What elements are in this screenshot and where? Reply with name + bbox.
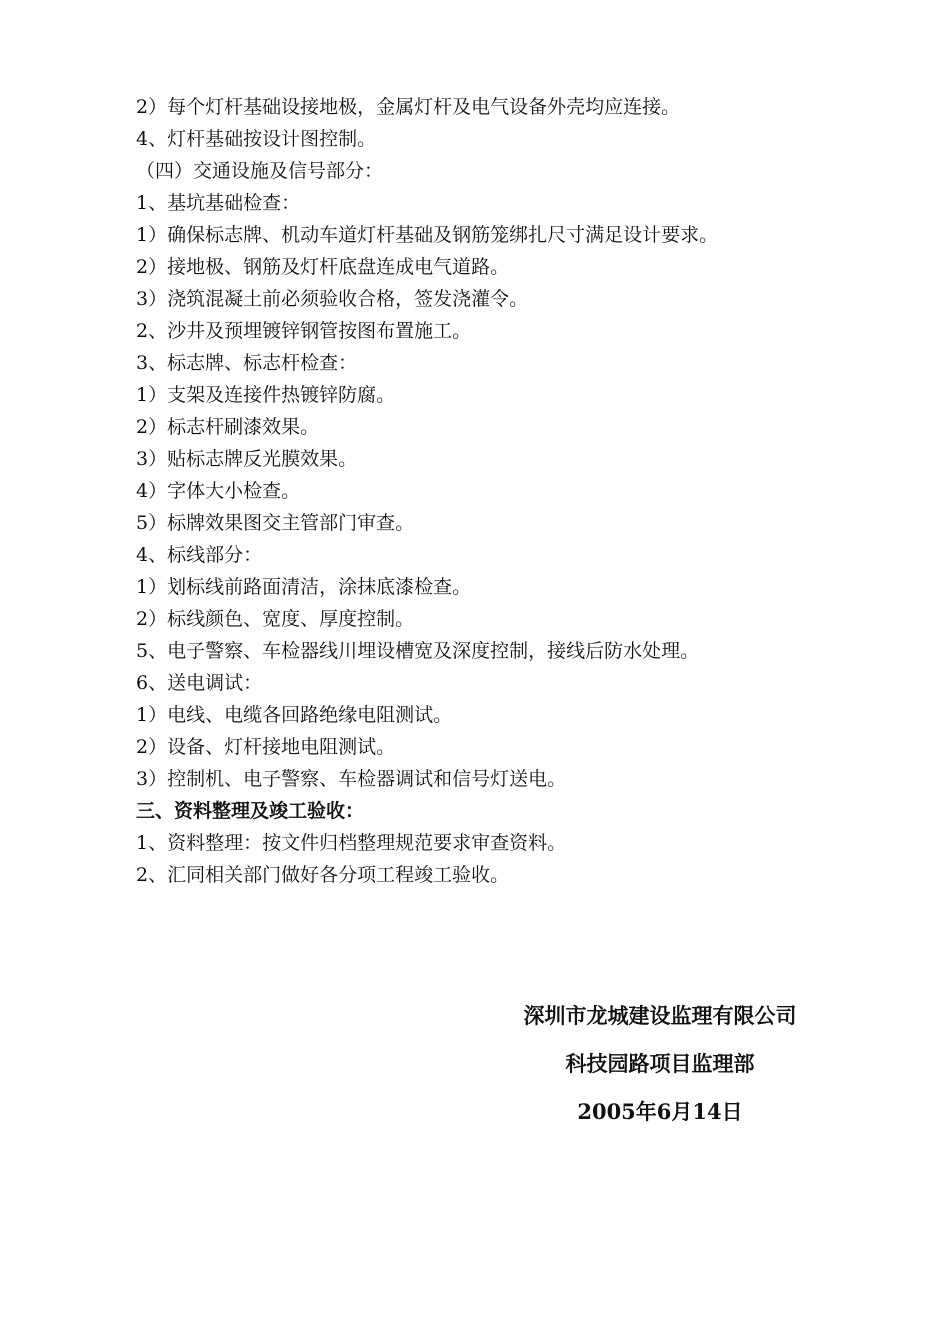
body-line: 1）划标线前路面清洁，涂抹底漆检查。 xyxy=(136,576,472,598)
signature-block xyxy=(470,996,850,1140)
body-line: 4、标线部分： xyxy=(136,544,263,566)
body-line: 3、标志牌、标志杆检查： xyxy=(136,352,358,374)
body-line: 1、基坑基础检查： xyxy=(136,192,301,214)
signature-company: 深圳市龙城建设监理有限公司 xyxy=(523,1003,797,1028)
body-line: 2）设备、灯杆接地电阻测试。 xyxy=(136,736,396,758)
section-heading-bold: 三、资料整理及竣工验收： xyxy=(136,800,365,822)
body-line: 2）标线颜色、宽度、厚度控制。 xyxy=(136,608,415,630)
body-line: 1）确保标志牌、机动车道灯杆基础及钢筋笼绑扎尺寸满足设计要求。 xyxy=(136,224,719,246)
body-line: 1）电线、电缆各回路绝缘电阻测试。 xyxy=(136,704,453,726)
body-line: 5）标牌效果图交主管部门审查。 xyxy=(136,512,415,534)
body-line: 2、沙井及预埋镀锌钢管按图布置施工。 xyxy=(136,320,472,342)
signature-date: 2005年6月14日 xyxy=(577,1099,743,1124)
body-line: 5、电子警察、车检器线川埋设槽宽及深度控制，接线后防水处理。 xyxy=(136,640,700,662)
body-line: 4、灯杆基础按设计图控制。 xyxy=(136,128,377,150)
section-heading: （四）交通设施及信号部分： xyxy=(136,160,384,182)
body-line: 3）贴标志牌反光膜效果。 xyxy=(136,448,358,470)
signature-department: 科技园路项目监理部 xyxy=(565,1051,755,1076)
body-line: 2）标志杆刷漆效果。 xyxy=(136,416,320,438)
document-body xyxy=(136,91,856,891)
body-line: 3）浇筑混凝土前必须验收合格，签发浇灌令。 xyxy=(136,288,529,310)
body-line: 1、资料整理：按文件归档整理规范要求审查资料。 xyxy=(136,832,567,854)
body-line: 3）控制机、电子警察、车检器调试和信号灯送电。 xyxy=(136,768,567,790)
body-line: 2）每个灯杆基础设接地极，金属灯杆及电气设备外壳均应连接。 xyxy=(136,96,681,118)
body-line: 2）接地极、钢筋及灯杆底盘连成电气道路。 xyxy=(136,256,510,278)
body-line: 4）字体大小检查。 xyxy=(136,480,301,502)
body-line: 2、汇同相关部门做好各分项工程竣工验收。 xyxy=(136,864,510,886)
body-line: 6、送电调试： xyxy=(136,672,263,694)
body-line: 1）支架及连接件热镀锌防腐。 xyxy=(136,384,396,406)
